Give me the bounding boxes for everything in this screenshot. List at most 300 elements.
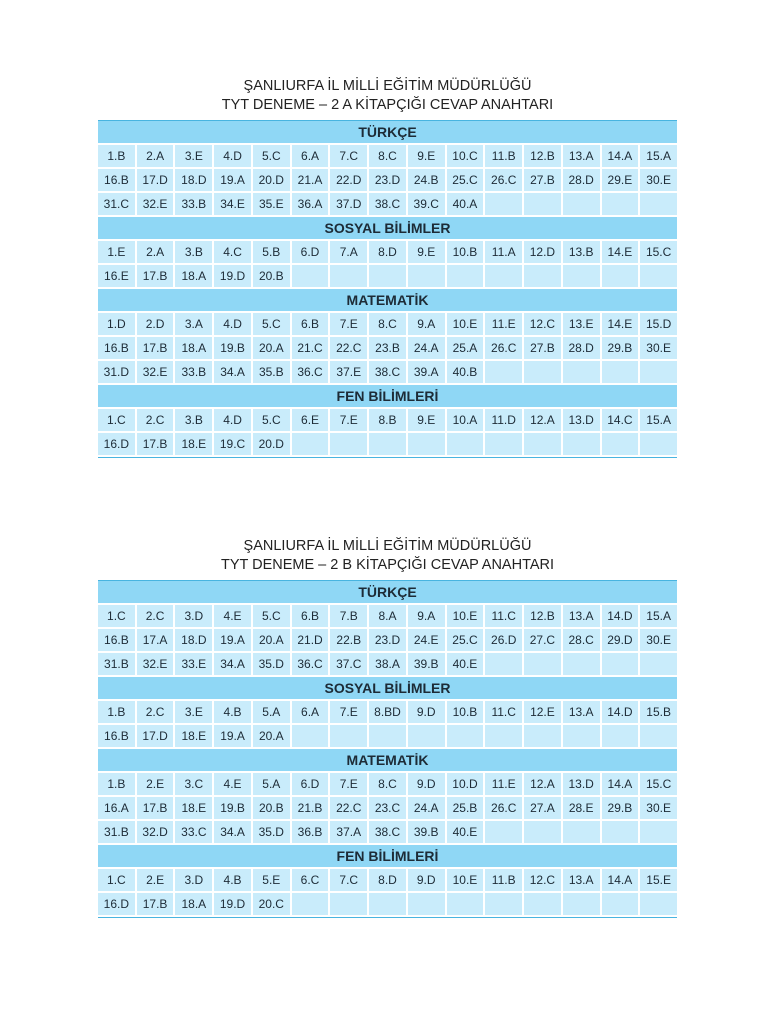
exam-title: TYT DENEME – 2 A KİTAPÇIĞI CEVAP ANAHTARI — [221, 97, 554, 113]
answer-cell: 2.D — [137, 313, 174, 335]
answer-cell: 17.B — [137, 893, 174, 915]
answer-cell: 1.B — [98, 145, 135, 167]
answer-cell: 40.E — [447, 653, 484, 675]
answer-cell: 20.B — [253, 265, 290, 287]
answer-cell: 19.A — [214, 725, 251, 747]
answer-cell: 4.D — [214, 313, 251, 335]
answer-cell: 21.B — [292, 797, 329, 819]
answer-cell: 2.E — [137, 869, 174, 891]
answer-cell: 9.D — [408, 773, 445, 795]
answer-cell: 40.E — [447, 821, 484, 843]
answer-cell: 35.D — [253, 821, 290, 843]
answer-cell: 26.D — [485, 629, 522, 651]
answer-cell: 4.D — [214, 145, 251, 167]
empty-cell — [369, 433, 406, 455]
empty-cell — [408, 433, 445, 455]
answer-cell: 26.C — [485, 337, 522, 359]
answer-cell: 6.E — [292, 409, 329, 431]
answer-cell: 15.B — [640, 701, 677, 723]
empty-cell — [369, 265, 406, 287]
answer-cell: 3.A — [175, 313, 212, 335]
answer-cell: 36.A — [292, 193, 329, 215]
answer-cell: 27.C — [524, 629, 561, 651]
empty-cell — [485, 433, 522, 455]
answer-cell: 30.E — [640, 337, 677, 359]
answer-cell: 13.A — [563, 701, 600, 723]
answer-cell: 19.D — [214, 265, 251, 287]
answer-cell: 37.D — [330, 193, 367, 215]
answer-cell: 25.B — [447, 797, 484, 819]
answer-cell: 31.B — [98, 653, 135, 675]
answer-cell: 6.C — [292, 869, 329, 891]
empty-cell — [524, 893, 561, 915]
answer-cell: 9.E — [408, 409, 445, 431]
answer-cell: 9.D — [408, 701, 445, 723]
answer-cell: 3.B — [175, 241, 212, 263]
answer-cell: 30.E — [640, 629, 677, 651]
empty-cell — [602, 361, 639, 383]
answer-cell: 2.C — [137, 409, 174, 431]
answer-cell: 18.E — [175, 797, 212, 819]
answer-cell: 11.B — [485, 145, 522, 167]
answer-cell: 19.B — [214, 797, 251, 819]
answer-cell: 15.D — [640, 313, 677, 335]
answer-cell: 15.A — [640, 409, 677, 431]
institution-title: ŞANLIURFA İL MİLLİ EĞİTİM MÜDÜRLÜĞÜ — [243, 78, 532, 94]
answer-cell: 35.D — [253, 653, 290, 675]
answer-cell: 35.E — [253, 193, 290, 215]
answer-cell: 17.D — [137, 725, 174, 747]
empty-cell — [640, 725, 677, 747]
empty-cell — [330, 725, 367, 747]
answer-cell: 14.E — [602, 313, 639, 335]
answer-cell: 16.A — [98, 797, 135, 819]
answer-cell: 37.A — [330, 821, 367, 843]
answer-cell: 27.B — [524, 337, 561, 359]
answer-cell: 17.B — [137, 797, 174, 819]
answer-cell: 11.C — [485, 701, 522, 723]
answer-cell: 10.B — [447, 241, 484, 263]
answer-cell: 16.B — [98, 725, 135, 747]
answer-cell: 12.C — [524, 869, 561, 891]
answer-cell: 12.A — [524, 409, 561, 431]
answer-cell: 4.C — [214, 241, 251, 263]
answer-cell: 24.A — [408, 337, 445, 359]
answer-cell: 13.B — [563, 241, 600, 263]
empty-cell — [640, 433, 677, 455]
empty-cell — [330, 433, 367, 455]
answer-cell: 23.B — [369, 337, 406, 359]
empty-cell — [640, 361, 677, 383]
answer-cell: 4.E — [214, 605, 251, 627]
answer-cell: 10.A — [447, 409, 484, 431]
empty-cell — [640, 821, 677, 843]
answer-cell: 8.D — [369, 241, 406, 263]
empty-cell — [485, 265, 522, 287]
answer-cell: 24.B — [408, 169, 445, 191]
empty-cell — [640, 893, 677, 915]
answer-cell: 39.B — [408, 821, 445, 843]
empty-cell — [292, 433, 329, 455]
answer-cell: 14.D — [602, 605, 639, 627]
answer-cell: 2.C — [137, 701, 174, 723]
answer-cell: 11.E — [485, 773, 522, 795]
answer-cell: 14.D — [602, 701, 639, 723]
answer-cell: 29.E — [602, 169, 639, 191]
answer-cell: 29.B — [602, 797, 639, 819]
answer-cell: 1.D — [98, 313, 135, 335]
answer-cell: 11.B — [485, 869, 522, 891]
exam-title: TYT DENEME – 2 B KİTAPÇIĞI CEVAP ANAHTARI — [220, 557, 555, 573]
empty-cell — [408, 265, 445, 287]
answer-cell: 28.D — [563, 337, 600, 359]
answer-cell: 7.E — [330, 409, 367, 431]
answer-cell: 30.E — [640, 169, 677, 191]
answer-cell: 8.C — [369, 773, 406, 795]
empty-cell — [563, 821, 600, 843]
answer-cell: 18.D — [175, 169, 212, 191]
answer-cell: 7.C — [330, 145, 367, 167]
answer-cell: 28.E — [563, 797, 600, 819]
answer-cell: 9.D — [408, 869, 445, 891]
answer-cell: 33.C — [175, 821, 212, 843]
answer-cell: 18.D — [175, 629, 212, 651]
answer-cell: 5.C — [253, 145, 290, 167]
answer-cell: 38.C — [369, 193, 406, 215]
answer-cell: 10.C — [447, 145, 484, 167]
answer-cell: 13.A — [563, 605, 600, 627]
answer-cell: 16.E — [98, 265, 135, 287]
answer-cell: 33.B — [175, 193, 212, 215]
answer-cell: 6.B — [292, 605, 329, 627]
section-heading: SOSYAL BİLİMLER — [98, 217, 677, 241]
answer-cell: 8.C — [369, 145, 406, 167]
answer-cell: 9.A — [408, 313, 445, 335]
answer-cell: 24.A — [408, 797, 445, 819]
section-heading: TÜRKÇE — [98, 121, 677, 145]
answer-cell: 14.A — [602, 773, 639, 795]
answer-cell: 26.C — [485, 169, 522, 191]
answer-cell: 28.D — [563, 169, 600, 191]
answer-cell: 8.C — [369, 313, 406, 335]
answer-cell: 17.B — [137, 337, 174, 359]
answer-cell: 11.D — [485, 409, 522, 431]
answer-cell: 39.A — [408, 361, 445, 383]
answer-cell: 14.E — [602, 241, 639, 263]
answer-cell: 1.C — [98, 869, 135, 891]
empty-cell — [602, 893, 639, 915]
answer-cell: 19.B — [214, 337, 251, 359]
answer-cell: 1.E — [98, 241, 135, 263]
answer-cell: 5.A — [253, 773, 290, 795]
empty-cell — [602, 653, 639, 675]
answer-cell: 24.E — [408, 629, 445, 651]
empty-cell — [563, 361, 600, 383]
answer-cell: 34.A — [214, 821, 251, 843]
answer-cell: 32.E — [137, 653, 174, 675]
empty-cell — [524, 193, 561, 215]
answer-cell: 1.C — [98, 605, 135, 627]
answer-cell: 1.C — [98, 409, 135, 431]
answer-cell: 14.C — [602, 409, 639, 431]
answer-cell: 21.C — [292, 337, 329, 359]
section-heading: MATEMATİK — [98, 289, 677, 313]
answer-cell: 22.B — [330, 629, 367, 651]
answer-cell: 40.B — [447, 361, 484, 383]
answer-cell: 4.B — [214, 869, 251, 891]
answer-cell: 7.C — [330, 869, 367, 891]
answer-cell: 9.E — [408, 241, 445, 263]
answer-cell: 38.A — [369, 653, 406, 675]
empty-cell — [369, 725, 406, 747]
answer-cell: 20.A — [253, 629, 290, 651]
answer-cell: 34.A — [214, 653, 251, 675]
empty-cell — [447, 893, 484, 915]
answer-cell: 22.C — [330, 797, 367, 819]
answer-cell: 23.C — [369, 797, 406, 819]
institution-title: ŞANLIURFA İL MİLLİ EĞİTİM MÜDÜRLÜĞÜ — [243, 538, 532, 554]
empty-cell — [485, 193, 522, 215]
answer-cell: 3.E — [175, 145, 212, 167]
answer-key-table — [98, 580, 677, 918]
answer-cell: 26.C — [485, 797, 522, 819]
answer-cell: 15.A — [640, 145, 677, 167]
answer-cell: 20.A — [253, 337, 290, 359]
answer-grid — [98, 869, 677, 917]
answer-cell: 4.E — [214, 773, 251, 795]
answer-cell: 1.B — [98, 773, 135, 795]
answer-cell: 3.B — [175, 409, 212, 431]
answer-cell: 36.C — [292, 361, 329, 383]
empty-cell — [563, 653, 600, 675]
answer-cell: 37.C — [330, 653, 367, 675]
answer-cell: 1.B — [98, 701, 135, 723]
answer-cell: 11.C — [485, 605, 522, 627]
answer-cell: 10.B — [447, 701, 484, 723]
answer-cell: 12.C — [524, 313, 561, 335]
answer-cell: 6.B — [292, 313, 329, 335]
answer-cell: 23.D — [369, 629, 406, 651]
empty-cell — [330, 265, 367, 287]
empty-cell — [408, 893, 445, 915]
answer-cell: 4.B — [214, 701, 251, 723]
answer-cell: 12.A — [524, 773, 561, 795]
answer-grid — [98, 313, 677, 385]
answer-cell: 18.E — [175, 725, 212, 747]
answer-grid — [98, 701, 677, 749]
answer-cell: 27.B — [524, 169, 561, 191]
answer-cell: 10.E — [447, 605, 484, 627]
answer-grid — [98, 605, 677, 677]
answer-cell: 17.B — [137, 265, 174, 287]
answer-cell: 16.D — [98, 893, 135, 915]
answer-cell: 32.E — [137, 193, 174, 215]
answer-cell: 2.A — [137, 241, 174, 263]
answer-key-booklet-b — [98, 537, 677, 918]
answer-cell: 12.E — [524, 701, 561, 723]
answer-cell: 8.B — [369, 409, 406, 431]
answer-cell: 5.B — [253, 241, 290, 263]
answer-cell: 20.C — [253, 893, 290, 915]
answer-cell: 37.E — [330, 361, 367, 383]
answer-grid — [98, 409, 677, 457]
empty-cell — [563, 265, 600, 287]
answer-key-booklet-a — [98, 77, 677, 458]
answer-cell: 13.D — [563, 773, 600, 795]
answer-cell: 32.E — [137, 361, 174, 383]
answer-cell: 11.E — [485, 313, 522, 335]
answer-cell: 33.B — [175, 361, 212, 383]
empty-cell — [563, 193, 600, 215]
section-heading: FEN BİLİMLERİ — [98, 845, 677, 869]
answer-cell: 16.D — [98, 433, 135, 455]
answer-cell: 13.D — [563, 409, 600, 431]
answer-cell: 38.C — [369, 821, 406, 843]
empty-cell — [640, 653, 677, 675]
answer-cell: 2.A — [137, 145, 174, 167]
empty-cell — [292, 893, 329, 915]
answer-cell: 15.E — [640, 869, 677, 891]
answer-cell: 18.A — [175, 265, 212, 287]
empty-cell — [640, 265, 677, 287]
answer-cell: 17.A — [137, 629, 174, 651]
empty-cell — [485, 361, 522, 383]
empty-cell — [602, 821, 639, 843]
answer-cell: 7.A — [330, 241, 367, 263]
section-heading: TÜRKÇE — [98, 581, 677, 605]
empty-cell — [563, 433, 600, 455]
answer-cell: 8.A — [369, 605, 406, 627]
answer-cell: 22.C — [330, 337, 367, 359]
answer-cell: 31.C — [98, 193, 135, 215]
answer-cell: 5.C — [253, 313, 290, 335]
section-heading: MATEMATİK — [98, 749, 677, 773]
answer-cell: 21.A — [292, 169, 329, 191]
answer-cell: 10.E — [447, 313, 484, 335]
answer-cell: 20.D — [253, 169, 290, 191]
answer-cell: 17.B — [137, 433, 174, 455]
answer-cell: 12.B — [524, 145, 561, 167]
answer-cell: 19.A — [214, 629, 251, 651]
answer-cell: 12.B — [524, 605, 561, 627]
answer-cell: 21.D — [292, 629, 329, 651]
answer-cell: 3.C — [175, 773, 212, 795]
answer-cell: 8.BD — [369, 701, 406, 723]
empty-cell — [292, 265, 329, 287]
answer-cell: 10.E — [447, 869, 484, 891]
answer-cell: 7.E — [330, 701, 367, 723]
answer-cell: 31.D — [98, 361, 135, 383]
answer-cell: 16.B — [98, 629, 135, 651]
answer-cell: 30.E — [640, 797, 677, 819]
answer-grid — [98, 773, 677, 845]
answer-cell: 14.A — [602, 145, 639, 167]
answer-cell: 13.A — [563, 869, 600, 891]
empty-cell — [602, 433, 639, 455]
empty-cell — [640, 193, 677, 215]
answer-cell: 7.E — [330, 773, 367, 795]
answer-cell: 20.D — [253, 433, 290, 455]
answer-cell: 28.C — [563, 629, 600, 651]
answer-cell: 18.E — [175, 433, 212, 455]
answer-cell: 16.B — [98, 169, 135, 191]
answer-cell: 25.C — [447, 629, 484, 651]
answer-cell: 22.D — [330, 169, 367, 191]
answer-cell: 34.E — [214, 193, 251, 215]
empty-cell — [602, 265, 639, 287]
empty-cell — [485, 821, 522, 843]
answer-cell: 2.E — [137, 773, 174, 795]
answer-cell: 5.E — [253, 869, 290, 891]
answer-cell: 39.C — [408, 193, 445, 215]
answer-cell: 20.A — [253, 725, 290, 747]
answer-cell: 29.B — [602, 337, 639, 359]
answer-cell: 3.D — [175, 869, 212, 891]
answer-cell: 31.B — [98, 821, 135, 843]
answer-cell: 5.A — [253, 701, 290, 723]
answer-key-table — [98, 120, 677, 458]
empty-cell — [563, 893, 600, 915]
empty-cell — [602, 193, 639, 215]
answer-cell: 16.B — [98, 337, 135, 359]
answer-cell: 6.D — [292, 241, 329, 263]
answer-cell: 3.E — [175, 701, 212, 723]
answer-cell: 19.D — [214, 893, 251, 915]
answer-cell: 32.D — [137, 821, 174, 843]
answer-cell: 12.D — [524, 241, 561, 263]
empty-cell — [563, 725, 600, 747]
answer-cell: 7.B — [330, 605, 367, 627]
section-heading: SOSYAL BİLİMLER — [98, 677, 677, 701]
answer-grid — [98, 145, 677, 217]
answer-cell: 2.C — [137, 605, 174, 627]
answer-cell: 23.D — [369, 169, 406, 191]
answer-cell: 14.A — [602, 869, 639, 891]
empty-cell — [369, 893, 406, 915]
answer-cell: 36.C — [292, 653, 329, 675]
answer-cell: 19.A — [214, 169, 251, 191]
answer-cell: 6.A — [292, 701, 329, 723]
empty-cell — [485, 653, 522, 675]
section-heading: FEN BİLİMLERİ — [98, 385, 677, 409]
empty-cell — [524, 821, 561, 843]
empty-cell — [485, 725, 522, 747]
empty-cell — [330, 893, 367, 915]
answer-cell: 7.E — [330, 313, 367, 335]
answer-cell: 27.A — [524, 797, 561, 819]
answer-cell: 20.B — [253, 797, 290, 819]
answer-cell: 11.A — [485, 241, 522, 263]
empty-cell — [524, 653, 561, 675]
answer-cell: 6.A — [292, 145, 329, 167]
answer-grid — [98, 241, 677, 289]
answer-cell: 18.A — [175, 337, 212, 359]
empty-cell — [408, 725, 445, 747]
answer-cell: 9.E — [408, 145, 445, 167]
answer-cell: 38.C — [369, 361, 406, 383]
empty-cell — [524, 725, 561, 747]
answer-cell: 5.C — [253, 605, 290, 627]
answer-cell: 15.C — [640, 241, 677, 263]
answer-cell: 4.D — [214, 409, 251, 431]
empty-cell — [447, 433, 484, 455]
empty-cell — [602, 725, 639, 747]
answer-cell: 39.B — [408, 653, 445, 675]
answer-cell: 25.C — [447, 169, 484, 191]
answer-cell: 36.B — [292, 821, 329, 843]
answer-cell: 15.C — [640, 773, 677, 795]
answer-cell: 35.B — [253, 361, 290, 383]
